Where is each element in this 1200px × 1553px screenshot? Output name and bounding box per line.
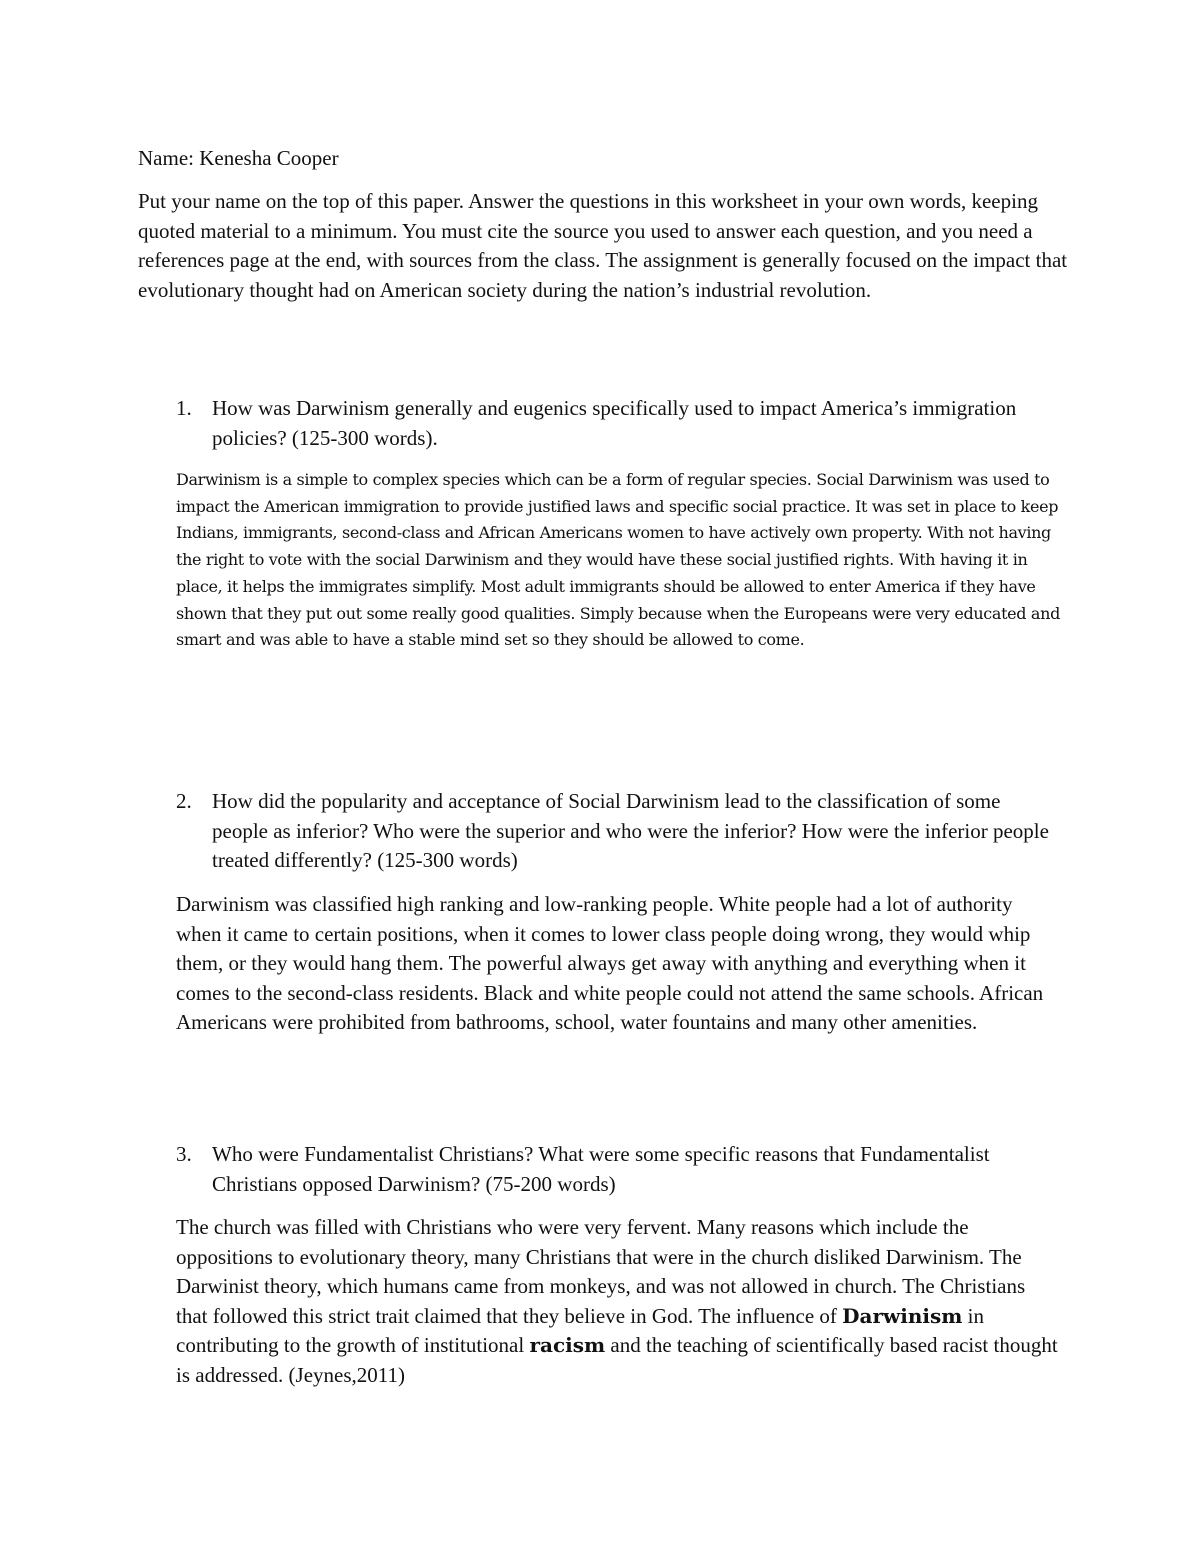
student-name-line: Name: Kenesha Cooper [138, 146, 339, 170]
answer-3 [176, 1213, 1061, 1390]
question-1 [176, 394, 1056, 453]
assignment-instructions: Put your name on the top of this paper. Answer the questions in this worksheet in your own words, keeping quoted material to a minimum. You must cite the source you used to answer each question, and you need a references page at the end, with sources from the class. The assignment is generally focused on the impact that evolutionary thought had on American society during the nation’s industrial revolution. [138, 189, 1068, 302]
question-3-text: Who were Fundamentalist Christians? What were some specific reasons that Fundamentalist Christians opposed Darwinism? (75-200 words) [212, 1142, 990, 1196]
answer-3-text-part-2: in contributing to the growth of institutional [176, 1303, 984, 1357]
question-2-text: How did the popularity and acceptance of Social Darwinism lead to the classification of some people as inferior? Who were the superior and who were the inferior? How were the inferior people treated differently? (125-300 words) [212, 789, 1049, 872]
answer-3-bold-racism: racism [529, 1333, 606, 1357]
question-3-number: 3. [176, 1142, 192, 1166]
answer-3-bold-darwinism: Darwinism [842, 1303, 963, 1328]
question-1-number: 1. [176, 396, 192, 420]
question-3 [176, 1140, 1056, 1199]
answer-3-text-part-3: and the teaching of scientifically based racist thought is addressed. (Jeynes,2011) [176, 1333, 1058, 1387]
answer-2: Darwinism was classified high ranking and low-ranking people. White people had a lot of authority when it came to certain positions, when it comes to lower class people doing wrong, they would whip them, or they would hang them. The powerful always get away with anything and everything when it comes to the second-class residents. Black and white people could not attend the same schools. African Americans were prohibited from bathrooms, school, water fountains and many other amenities. [176, 892, 1044, 1034]
question-2 [176, 787, 1056, 876]
answer-3-text-part-1: The church was filled with Christians who were very fervent. Many reasons which include the oppositions to evolutionary theory, many Christians that were in the church disliked Darwinism. The Darwinist theory, which humans came from monkeys, and was not allowed in church. The Christians that followed this strict trait claimed that they believe in God. The influence of [176, 1215, 1026, 1328]
answer-1: Darwinism is a simple to complex species which can be a form of regular species. Social Darwinism was used to impact the American immigration to provide justified laws and specific social practice. It was set in place to keep Indians, immigrants, second-class and African Americans women to have actively own property. With not having the right to vote with the social Darwinism and they would have these social justified rights. With having it in place, it helps the immigrates simplify. Most adult immigrants should be allowed to enter America if they have shown that they put out some really good qualities. Simply because when the Europeans were very educated and smart and was able to have a stable mind set so they should be allowed to come. [176, 470, 1060, 650]
question-1-text: How was Darwinism generally and eugenics specifically used to impact America’s immigration policies? (125-300 words). [212, 396, 1017, 450]
question-2-number: 2. [176, 789, 192, 813]
